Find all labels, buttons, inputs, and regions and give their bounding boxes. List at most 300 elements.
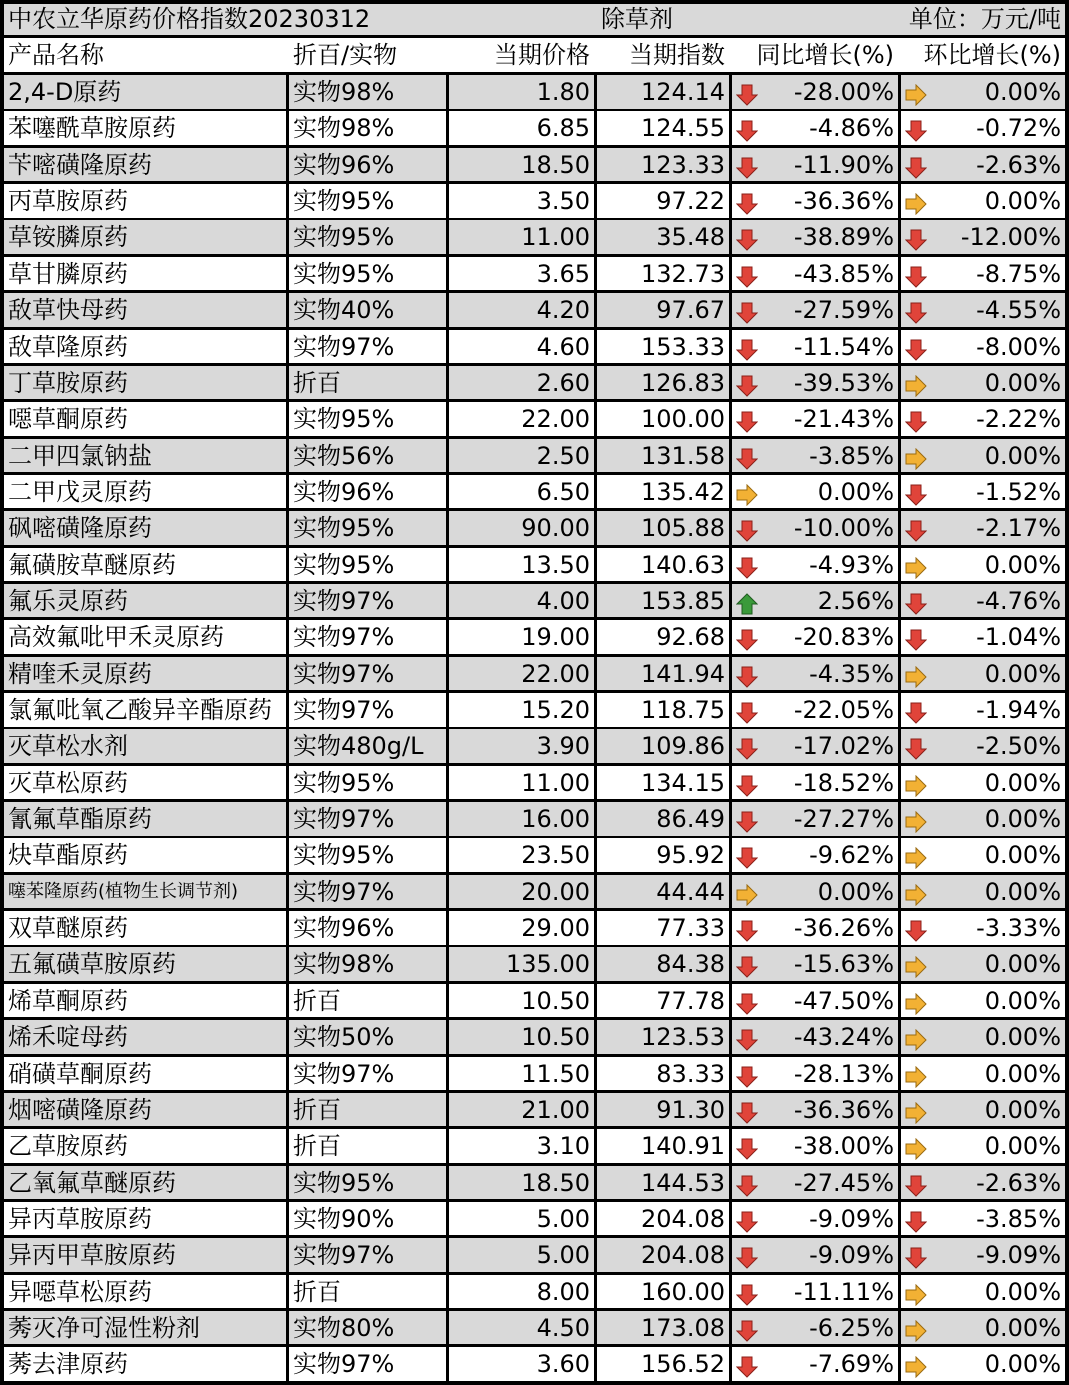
yoy-cell (732, 257, 898, 291)
arrow-down-icon (736, 1063, 758, 1085)
index-cell: 140.91 (597, 1129, 729, 1163)
mom-value: 0.00% (984, 1059, 1061, 1088)
price-cell: 5.00 (449, 1238, 594, 1272)
price-cell: 3.90 (449, 729, 594, 763)
mom-cell (901, 548, 1065, 582)
spec-cell: 实物96% (289, 148, 446, 182)
spec-cell: 实物90% (289, 1202, 446, 1236)
mom-cell (901, 875, 1065, 909)
table-row (4, 1020, 1065, 1054)
index-cell: 153.85 (597, 584, 729, 618)
mom-cell (901, 584, 1065, 618)
index-cell: 124.55 (597, 111, 729, 145)
mom-cell (901, 184, 1065, 218)
index-cell: 141.94 (597, 657, 729, 691)
price-cell: 3.50 (449, 184, 594, 218)
mom-value: 0.00% (984, 950, 1061, 979)
yoy-value: -27.59% (793, 296, 894, 325)
spec-cell: 实物98% (289, 75, 446, 109)
mom-value: 0.00% (984, 368, 1061, 397)
yoy-cell (732, 475, 898, 509)
index-cell: 124.14 (597, 75, 729, 109)
mom-cell (901, 657, 1065, 691)
unit-label: 单位：万元/吨 (908, 5, 1061, 33)
table-row (4, 729, 1065, 763)
price-cell: 10.50 (449, 984, 594, 1018)
arrow-down-icon (736, 1135, 758, 1157)
table-row (4, 657, 1065, 691)
mom-cell (901, 1347, 1065, 1381)
arrow-down-icon (905, 626, 927, 648)
index-cell: 105.88 (597, 511, 729, 545)
table-row (4, 220, 1065, 254)
spec-cell: 实物97% (289, 620, 446, 654)
product-name-cell: 灭草松原药 (4, 766, 286, 800)
header-price: 当期价格 (449, 38, 594, 72)
yoy-cell (732, 620, 898, 654)
mom-value: 0.00% (984, 1313, 1061, 1342)
index-cell: 77.78 (597, 984, 729, 1018)
table-row (4, 330, 1065, 364)
product-name-cell: 敌草隆原药 (4, 330, 286, 364)
arrow-down-icon (736, 154, 758, 176)
yoy-cell (732, 1347, 898, 1381)
mom-value: -2.22% (976, 405, 1061, 434)
yoy-value: 2.56% (817, 586, 894, 615)
product-name-cell: 氯氟吡氧乙酸异辛酯原药 (4, 693, 286, 727)
mom-value: 0.00% (984, 78, 1061, 106)
mom-value: 0.00% (984, 550, 1061, 579)
product-name-cell: 草铵膦原药 (4, 220, 286, 254)
mom-value: -8.00% (976, 332, 1061, 361)
mom-cell (901, 330, 1065, 364)
yoy-cell (732, 366, 898, 400)
table-row (4, 475, 1065, 509)
mom-cell (901, 1311, 1065, 1345)
arrow-down-icon (736, 735, 758, 757)
index-cell: 204.08 (597, 1202, 729, 1236)
spec-cell: 折百 (289, 366, 446, 400)
index-cell: 156.52 (597, 1347, 729, 1381)
arrow-down-icon (905, 226, 927, 248)
arrow-right-icon (905, 1317, 927, 1339)
arrow-down-icon (736, 917, 758, 939)
yoy-value: 0.00% (817, 477, 894, 506)
price-cell: 2.60 (449, 366, 594, 400)
mom-value: -2.50% (976, 732, 1061, 761)
mom-value: 0.00% (984, 441, 1061, 470)
index-cell: 160.00 (597, 1275, 729, 1309)
header-row (4, 38, 1065, 72)
mom-cell (901, 947, 1065, 981)
arrow-down-icon (905, 1208, 927, 1230)
product-name-cell: 精喹禾灵原药 (4, 657, 286, 691)
product-name-cell: 烟嘧磺隆原药 (4, 1093, 286, 1127)
spec-cell: 折百 (289, 1129, 446, 1163)
yoy-value: -38.00% (793, 1132, 894, 1161)
table-row (4, 293, 1065, 327)
index-cell: 144.53 (597, 1166, 729, 1200)
product-name-cell: 丁草胺原药 (4, 366, 286, 400)
yoy-cell (732, 148, 898, 182)
arrow-down-icon (736, 953, 758, 975)
arrow-right-icon (905, 1026, 927, 1048)
yoy-value: -4.93% (809, 550, 894, 579)
mom-cell (901, 1093, 1065, 1127)
product-name-cell: 噁草酮原药 (4, 402, 286, 436)
index-cell: 123.33 (597, 148, 729, 182)
yoy-cell (732, 911, 898, 945)
spec-cell: 实物95% (289, 184, 446, 218)
header-spec: 折百/实物 (289, 38, 446, 72)
price-cell: 20.00 (449, 875, 594, 909)
arrow-down-icon (905, 299, 927, 321)
spec-cell: 折百 (289, 1093, 446, 1127)
yoy-cell (732, 657, 898, 691)
yoy-value: -18.52% (793, 768, 894, 797)
product-name-cell: 乙氧氟草醚原药 (4, 1166, 286, 1200)
arrow-down-icon (736, 1172, 758, 1194)
mom-value: 0.00% (984, 877, 1061, 906)
arrow-down-icon (905, 336, 927, 358)
arrow-down-icon (736, 372, 758, 394)
table-row (4, 402, 1065, 436)
table-row (4, 184, 1065, 218)
arrow-down-icon (736, 990, 758, 1012)
price-cell: 6.85 (449, 111, 594, 145)
yoy-value: -27.45% (793, 1168, 894, 1197)
yoy-cell (732, 184, 898, 218)
yoy-cell (732, 1166, 898, 1200)
yoy-value: -11.90% (793, 150, 894, 179)
product-name-cell: 氰氟草酯原药 (4, 802, 286, 836)
arrow-right-icon (905, 844, 927, 866)
mom-cell (901, 1057, 1065, 1091)
product-name-cell: 二甲四氯钠盐 (4, 439, 286, 473)
price-cell: 18.50 (449, 148, 594, 182)
table-row (4, 111, 1065, 145)
product-name-cell: 丙草胺原药 (4, 184, 286, 218)
spec-cell: 实物96% (289, 475, 446, 509)
index-cell: 118.75 (597, 693, 729, 727)
product-name-cell: 异噁草松原药 (4, 1275, 286, 1309)
yoy-value: -27.27% (793, 805, 894, 833)
spec-cell: 实物95% (289, 1166, 446, 1200)
arrow-right-icon (905, 445, 927, 467)
arrow-down-icon (736, 554, 758, 576)
index-cell: 173.08 (597, 1311, 729, 1345)
mom-cell (901, 75, 1065, 109)
price-cell: 11.00 (449, 766, 594, 800)
arrow-right-icon (736, 881, 758, 903)
mom-value: 0.00% (984, 986, 1061, 1015)
arrow-down-icon (736, 1208, 758, 1230)
spec-cell: 实物96% (289, 911, 446, 945)
price-cell: 29.00 (449, 911, 594, 945)
mom-value: -8.75% (976, 259, 1061, 288)
spec-cell: 实物97% (289, 1347, 446, 1381)
index-cell: 100.00 (597, 402, 729, 436)
yoy-cell (732, 729, 898, 763)
mom-cell (901, 511, 1065, 545)
yoy-value: -6.25% (809, 1313, 894, 1342)
index-cell: 135.42 (597, 475, 729, 509)
table-row (4, 1166, 1065, 1200)
table-row (4, 766, 1065, 800)
arrow-down-icon (736, 81, 758, 103)
yoy-cell (732, 875, 898, 909)
price-cell: 11.50 (449, 1057, 594, 1091)
yoy-cell (732, 75, 898, 109)
spec-cell: 实物97% (289, 802, 446, 836)
price-cell: 2.50 (449, 439, 594, 473)
spec-cell: 折百 (289, 1275, 446, 1309)
arrow-down-icon (736, 772, 758, 794)
mom-cell (901, 220, 1065, 254)
yoy-value: -36.36% (793, 1095, 894, 1124)
yoy-cell (732, 1129, 898, 1163)
yoy-cell (732, 111, 898, 145)
product-name-cell: 高效氟吡甲禾灵原药 (4, 620, 286, 654)
table-row (4, 1202, 1065, 1236)
price-cell: 21.00 (449, 1093, 594, 1127)
mom-cell (901, 911, 1065, 945)
price-cell: 4.60 (449, 330, 594, 364)
mom-value: 0.00% (984, 1132, 1061, 1161)
index-cell: 95.92 (597, 838, 729, 872)
table-row (4, 366, 1065, 400)
index-cell: 153.33 (597, 330, 729, 364)
spec-cell: 实物56% (289, 439, 446, 473)
spec-cell: 实物98% (289, 111, 446, 145)
arrow-down-icon (736, 808, 758, 830)
arrow-down-icon (736, 1099, 758, 1121)
arrow-down-icon (736, 1244, 758, 1266)
arrow-right-icon (905, 1099, 927, 1121)
mom-value: 0.00% (984, 187, 1061, 216)
arrow-down-icon (736, 408, 758, 430)
spec-cell: 实物97% (289, 875, 446, 909)
arrow-right-icon (905, 808, 927, 830)
arrow-right-icon (905, 554, 927, 576)
product-name-cell: 氟乐灵原药 (4, 584, 286, 618)
arrow-down-icon (905, 408, 927, 430)
price-cell: 23.50 (449, 838, 594, 872)
mom-value: -3.33% (976, 914, 1061, 943)
index-cell: 35.48 (597, 220, 729, 254)
arrow-right-icon (905, 772, 927, 794)
table-row (4, 620, 1065, 654)
yoy-cell (732, 1093, 898, 1127)
arrow-down-icon (905, 699, 927, 721)
table-row (4, 75, 1065, 109)
price-cell: 4.00 (449, 584, 594, 618)
spec-cell: 实物95% (289, 257, 446, 291)
index-cell: 126.83 (597, 366, 729, 400)
yoy-value: -9.09% (809, 1241, 894, 1270)
table-row (4, 584, 1065, 618)
yoy-cell (732, 1238, 898, 1272)
product-name-cell: 莠去津原药 (4, 1347, 286, 1381)
mom-value: -1.94% (976, 696, 1061, 724)
yoy-value: -4.35% (809, 659, 894, 688)
table-row (4, 439, 1065, 473)
yoy-value: -9.62% (809, 841, 894, 870)
title-bar (4, 4, 1065, 35)
yoy-cell (732, 947, 898, 981)
yoy-value: -28.13% (793, 1059, 894, 1088)
price-cell: 1.80 (449, 75, 594, 109)
arrow-up-icon (736, 590, 758, 612)
mom-value: 0.00% (984, 659, 1061, 688)
index-cell: 134.15 (597, 766, 729, 800)
index-title: 中农立华原药价格指数20230312 (8, 5, 371, 33)
yoy-value: -9.09% (809, 1204, 894, 1233)
table-row (4, 548, 1065, 582)
yoy-cell (732, 584, 898, 618)
header-mom: 环比增长(%) (901, 38, 1065, 72)
arrow-down-icon (736, 117, 758, 139)
mom-cell (901, 1020, 1065, 1054)
index-cell: 84.38 (597, 947, 729, 981)
yoy-cell (732, 548, 898, 582)
spec-cell: 实物95% (289, 402, 446, 436)
price-cell: 10.50 (449, 1020, 594, 1054)
table-row (4, 1347, 1065, 1381)
index-cell: 86.49 (597, 802, 729, 836)
mom-cell (901, 257, 1065, 291)
mom-value: 0.00% (984, 1277, 1061, 1306)
mom-value: 0.00% (984, 1350, 1061, 1379)
index-cell: 109.86 (597, 729, 729, 763)
arrow-right-icon (905, 1353, 927, 1375)
yoy-cell (732, 402, 898, 436)
spec-cell: 实物95% (289, 766, 446, 800)
product-name-cell: 草甘膦原药 (4, 257, 286, 291)
mom-value: -4.76% (976, 586, 1061, 615)
yoy-cell (732, 220, 898, 254)
product-name-cell: 炔草酯原药 (4, 838, 286, 872)
mom-cell (901, 620, 1065, 654)
product-name-cell: 二甲戊灵原药 (4, 475, 286, 509)
yoy-cell (732, 330, 898, 364)
yoy-value: -20.83% (793, 623, 894, 652)
arrow-right-icon (905, 990, 927, 1012)
arrow-right-icon (905, 1281, 927, 1303)
arrow-down-icon (905, 154, 927, 176)
yoy-cell (732, 1057, 898, 1091)
yoy-value: -36.36% (793, 187, 894, 216)
spec-cell: 实物95% (289, 220, 446, 254)
index-cell: 83.33 (597, 1057, 729, 1091)
table-row (4, 875, 1065, 909)
mom-value: -2.63% (976, 1168, 1061, 1197)
yoy-value: -21.43% (793, 405, 894, 434)
mom-cell (901, 984, 1065, 1018)
yoy-cell (732, 293, 898, 327)
price-cell: 4.20 (449, 293, 594, 327)
mom-cell (901, 693, 1065, 727)
table-row (4, 148, 1065, 182)
arrow-down-icon (905, 1172, 927, 1194)
index-cell: 92.68 (597, 620, 729, 654)
product-name-cell: 氟磺胺草醚原药 (4, 548, 286, 582)
index-cell: 140.63 (597, 548, 729, 582)
mom-value: 0.00% (984, 805, 1061, 833)
price-cell: 90.00 (449, 511, 594, 545)
table-row (4, 911, 1065, 945)
spec-cell: 实物97% (289, 693, 446, 727)
yoy-value: -47.50% (793, 986, 894, 1015)
category-label: 除草剂 (601, 5, 673, 33)
index-cell: 132.73 (597, 257, 729, 291)
header-index: 当期指数 (597, 38, 729, 72)
mom-cell (901, 1238, 1065, 1272)
mom-cell (901, 111, 1065, 145)
product-name-cell: 莠灭净可湿性粉剂 (4, 1311, 286, 1345)
yoy-cell (732, 766, 898, 800)
index-cell: 77.33 (597, 911, 729, 945)
table-row (4, 984, 1065, 1018)
mom-cell (901, 1166, 1065, 1200)
index-cell: 97.67 (597, 293, 729, 327)
yoy-value: -28.00% (793, 78, 894, 106)
table-row (4, 1093, 1065, 1127)
mom-cell (901, 1275, 1065, 1309)
table-row (4, 1311, 1065, 1345)
yoy-value: -4.86% (809, 114, 894, 143)
mom-value: -2.63% (976, 150, 1061, 179)
mom-cell (901, 1129, 1065, 1163)
mom-value: -1.52% (976, 477, 1061, 506)
product-name-cell: 异丙草胺原药 (4, 1202, 286, 1236)
yoy-value: -10.00% (793, 514, 894, 543)
index-cell: 44.44 (597, 875, 729, 909)
mom-value: 0.00% (984, 768, 1061, 797)
table-row (4, 1129, 1065, 1163)
price-cell: 22.00 (449, 657, 594, 691)
yoy-cell (732, 1311, 898, 1345)
yoy-value: -15.63% (793, 950, 894, 979)
yoy-value: -17.02% (793, 732, 894, 761)
yoy-cell (732, 1275, 898, 1309)
yoy-cell (732, 1020, 898, 1054)
price-cell: 5.00 (449, 1202, 594, 1236)
price-cell: 15.20 (449, 693, 594, 727)
arrow-down-icon (905, 1244, 927, 1266)
table-row (4, 947, 1065, 981)
price-cell: 11.00 (449, 220, 594, 254)
yoy-value: -39.53% (793, 368, 894, 397)
table-row (4, 1057, 1065, 1091)
mom-value: -1.04% (976, 623, 1061, 652)
arrow-right-icon (905, 81, 927, 103)
product-name-cell: 烯禾啶母药 (4, 1020, 286, 1054)
product-name-cell: 苯噻酰草胺原药 (4, 111, 286, 145)
arrow-down-icon (905, 735, 927, 757)
arrow-down-icon (736, 626, 758, 648)
yoy-cell (732, 838, 898, 872)
arrow-right-icon (905, 372, 927, 394)
mom-cell (901, 439, 1065, 473)
mom-value: 0.00% (984, 1095, 1061, 1124)
spec-cell: 实物97% (289, 330, 446, 364)
arrow-down-icon (736, 190, 758, 212)
arrow-down-icon (736, 336, 758, 358)
arrow-down-icon (905, 263, 927, 285)
arrow-right-icon (905, 881, 927, 903)
product-name-cell: 五氟磺草胺原药 (4, 947, 286, 981)
